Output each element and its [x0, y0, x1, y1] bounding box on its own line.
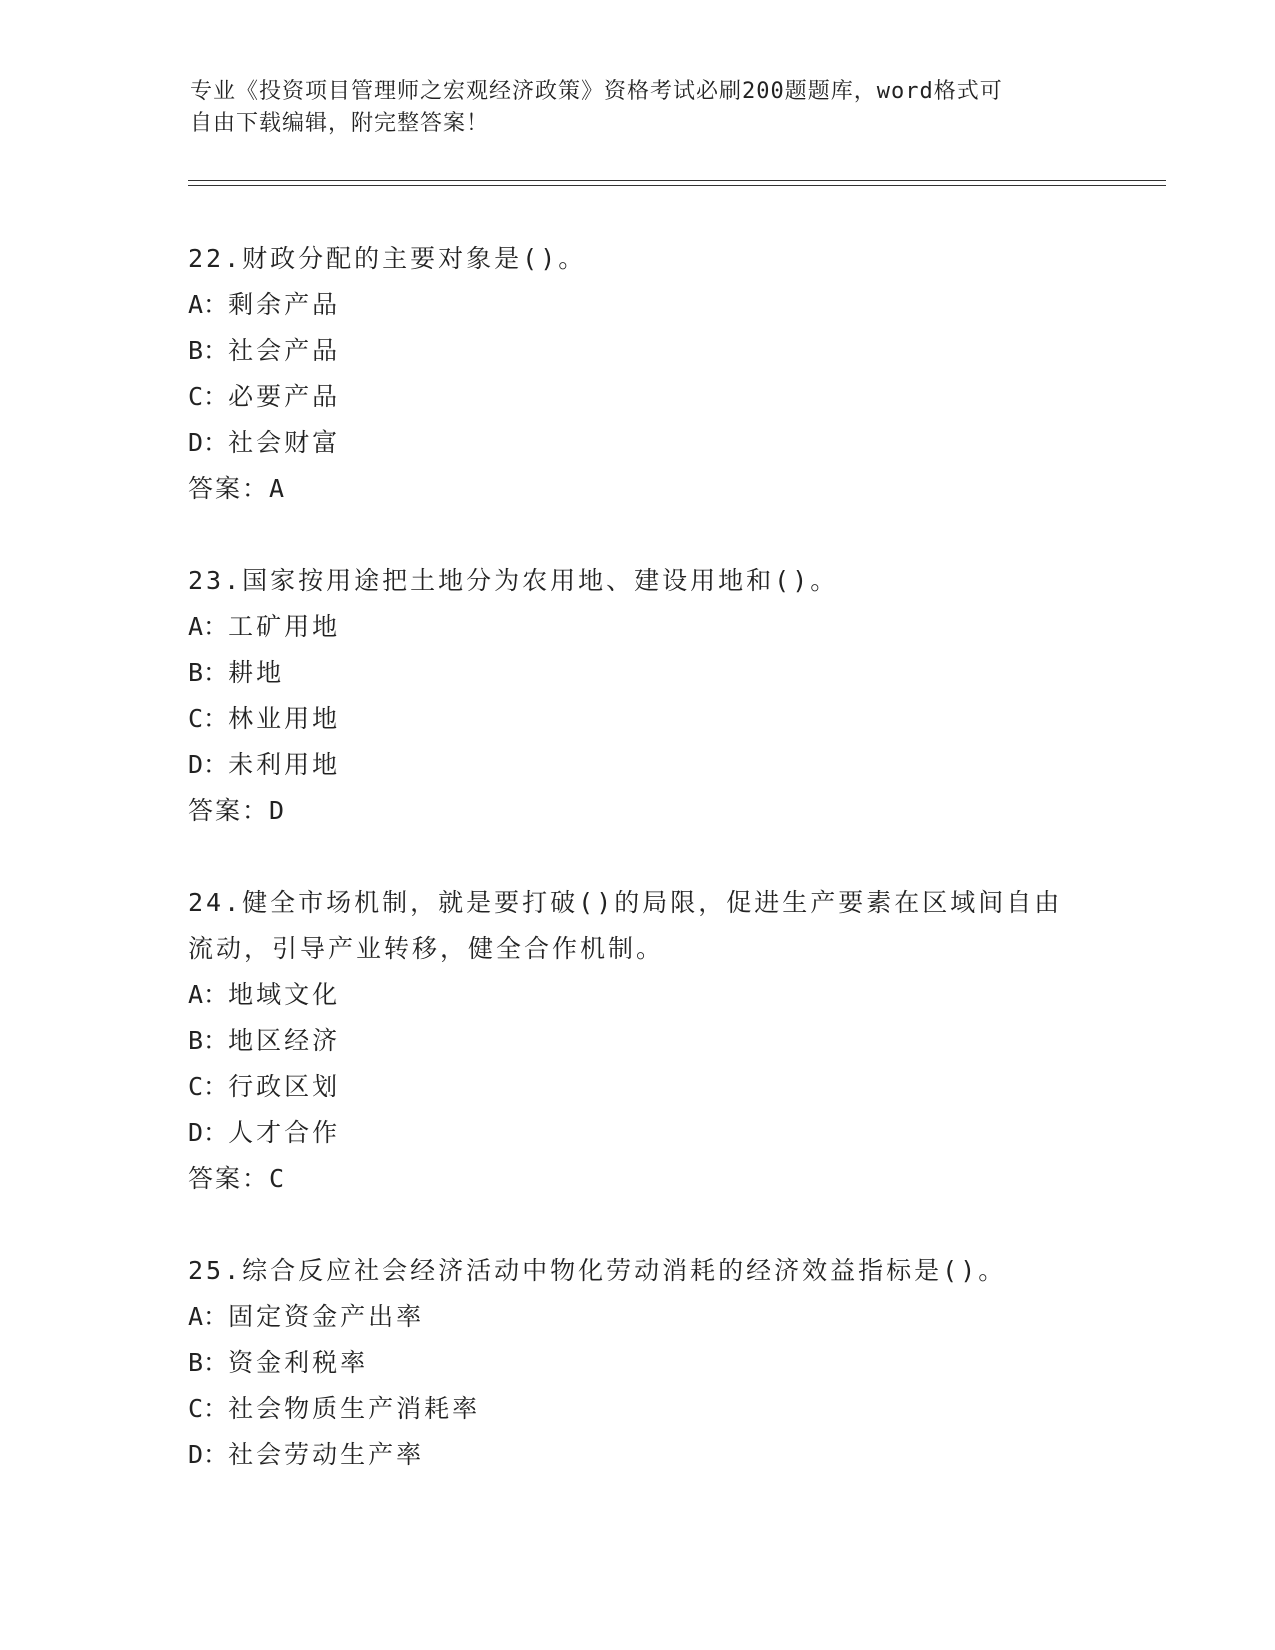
option-a: [188, 972, 1088, 1018]
option-c: [188, 696, 1088, 742]
option-letter: B：: [188, 1026, 229, 1055]
option-letter: D：: [188, 428, 229, 457]
option-text: 社会财富: [228, 428, 341, 457]
option-letter: D：: [188, 1118, 229, 1147]
answer-value: D: [269, 796, 287, 825]
option-text: 资金利税率: [228, 1348, 369, 1377]
option-letter: C：: [188, 704, 229, 733]
option-letter: B：: [188, 336, 229, 365]
option-letter: A：: [188, 290, 229, 319]
option-letter: C：: [188, 1072, 229, 1101]
option-letter: D：: [188, 750, 229, 779]
question-24: [188, 880, 1088, 1202]
option-text: 人才合作: [228, 1118, 341, 1147]
option-a: [188, 1294, 1088, 1340]
option-text: 未利用地: [228, 750, 341, 779]
question-text: 25.综合反应社会经济活动中物化劳动消耗的经济效益指标是()。: [188, 1256, 1007, 1285]
option-text: 社会产品: [228, 336, 341, 365]
question-spacer: [188, 1202, 1088, 1248]
option-text: 耕地: [228, 658, 285, 687]
option-text: 地域文化: [228, 980, 341, 1009]
answer-label: 答案：: [188, 474, 270, 503]
option-text: 社会物质生产消耗率: [228, 1394, 481, 1423]
question-spacer: [188, 834, 1088, 880]
option-b: [188, 328, 1088, 374]
answer-line: [188, 1156, 1088, 1202]
answer-line: [188, 788, 1088, 834]
header-line-2: 自由下载编辑，附完整答案！: [190, 111, 490, 136]
option-d: [188, 420, 1088, 466]
question-23: [188, 558, 1088, 834]
option-letter: C：: [188, 382, 229, 411]
option-text: 行政区划: [228, 1072, 341, 1101]
option-text: 林业用地: [228, 704, 341, 733]
option-d: [188, 1110, 1088, 1156]
question-text-continued: 流动，引导产业转移，健全合作机制。: [188, 934, 665, 963]
answer-label: 答案：: [188, 796, 270, 825]
answer-value: A: [269, 474, 287, 503]
option-a: [188, 282, 1088, 328]
option-letter: A：: [188, 980, 229, 1009]
option-text: 工矿用地: [228, 612, 341, 641]
option-b: [188, 650, 1088, 696]
question-text: 24.健全市场机制，就是要打破()的局限，促进生产要素在区域间自由: [188, 888, 1063, 917]
question-text: 23.国家按用途把土地分为农用地、建设用地和()。: [188, 566, 839, 595]
option-text: 必要产品: [228, 382, 341, 411]
option-c: [188, 1064, 1088, 1110]
option-letter: A：: [188, 1302, 229, 1331]
option-c: [188, 374, 1088, 420]
option-a: [188, 604, 1088, 650]
question-text: 22.财政分配的主要对象是()。: [188, 244, 587, 273]
option-text: 地区经济: [228, 1026, 341, 1055]
option-b: [188, 1018, 1088, 1064]
option-b: [188, 1340, 1088, 1386]
header-divider-bottom: [188, 185, 1166, 186]
question-25: [188, 1248, 1088, 1478]
answer-line: [188, 466, 1088, 512]
question-list: [188, 236, 1088, 1478]
option-c: [188, 1386, 1088, 1432]
option-letter: B：: [188, 1348, 229, 1377]
option-text: 剩余产品: [228, 290, 341, 319]
answer-value: C: [269, 1164, 287, 1193]
option-d: [188, 742, 1088, 788]
option-letter: A：: [188, 612, 229, 641]
option-d: [188, 1432, 1088, 1478]
header-line-1: 专业《投资项目管理师之宏观经济政策》资格考试必刷200题题库，word格式可: [190, 79, 1003, 104]
header-divider-top: [188, 180, 1166, 181]
question-22: [188, 236, 1088, 512]
option-letter: C：: [188, 1394, 229, 1423]
option-letter: D：: [188, 1440, 229, 1469]
option-text: 社会劳动生产率: [228, 1440, 425, 1469]
answer-label: 答案：: [188, 1164, 270, 1193]
option-text: 固定资金产出率: [228, 1302, 425, 1331]
document-header: [190, 76, 1070, 140]
option-letter: B：: [188, 658, 229, 687]
question-spacer: [188, 512, 1088, 558]
